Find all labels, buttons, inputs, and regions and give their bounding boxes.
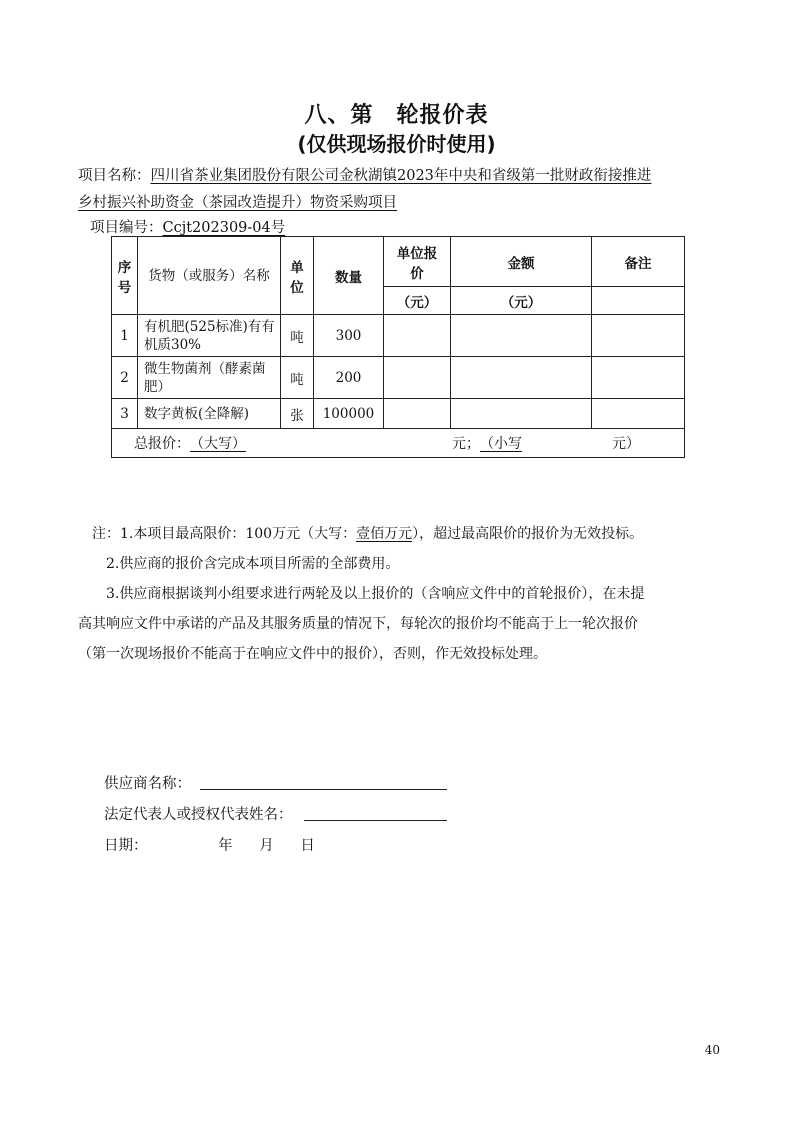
project-number: [90, 216, 285, 237]
table-row: [112, 315, 685, 357]
total-lower-field[interactable]: （小写: [480, 436, 522, 452]
header-unit-price-sub: （元）: [384, 287, 451, 315]
total-row: [112, 429, 685, 458]
note-2: 2.供应商的报价含完成本项目所需的全部费用。: [106, 556, 400, 572]
header-remark-sub: [592, 287, 685, 315]
note-1: [92, 523, 643, 543]
note-3-cont-2: （第一次现场报价不能高于在响应文件中的报价），否则，作无效投标处理。: [78, 646, 547, 662]
date-day: 日: [300, 838, 315, 854]
row-remark: [592, 399, 685, 429]
supplier-name-field[interactable]: [200, 789, 447, 790]
representative-name-field[interactable]: [304, 820, 447, 821]
header-qty: 数量: [314, 237, 384, 315]
note-3: 3.供应商根据谈判小组要求进行两轮及以上报价的（含响应文件中的首轮报价），在未提: [106, 586, 645, 602]
total-upper-field[interactable]: （大写）: [190, 436, 246, 452]
note-1-prefix: 注：1.本项目最高限价：100万元（大写：: [92, 526, 357, 542]
supplier-name-label: 供应商名称：: [104, 776, 191, 792]
row-amount: [451, 357, 592, 399]
header-amount-sub: （元）: [451, 287, 592, 315]
header-item: 货物（或服务）名称: [138, 237, 281, 315]
page-number: 40: [704, 1043, 720, 1057]
table-row: [112, 357, 685, 399]
project-name-value-1: 四川省茶业集团股份有限公司金秋湖镇2023年中央和省级第一批财政衔接推进: [150, 168, 652, 184]
header-unit: 单位: [281, 237, 314, 315]
row-seq: 1: [112, 315, 138, 357]
header-row: [112, 237, 685, 287]
row-unit: 吨: [281, 315, 314, 357]
header-seq: 序号: [112, 237, 138, 315]
project-number-label: 项目编号：: [90, 220, 163, 236]
row-item: 微生物菌剂（酵素菌肥）: [138, 357, 281, 399]
date-row: [104, 834, 315, 855]
row-amount: [451, 399, 592, 429]
quote-table: [111, 236, 685, 458]
row-unit-price: [384, 399, 451, 429]
row-qty: 100000: [314, 399, 384, 429]
row-unit: 吨: [281, 357, 314, 399]
page-subtitle: (仅供现场报价时使用): [297, 132, 496, 156]
date-year: 年: [218, 838, 233, 854]
total-yuan-1: 元；: [452, 436, 480, 452]
header-amount: 金额: [451, 237, 592, 287]
row-item: 有机肥(525标准)有有机质30%: [138, 315, 281, 357]
date-month: 月: [259, 838, 274, 854]
table-row: [112, 399, 685, 429]
note-1-suffix: ），超过最高限价的报价为无效投标。: [412, 526, 644, 542]
row-seq: 3: [112, 399, 138, 429]
page-title: 八、第 轮报价表: [304, 103, 489, 128]
total-cell: [112, 429, 685, 458]
project-name-value-2: 乡村振兴补助资金（茶园改造提升）物资采购项目: [78, 195, 397, 211]
header-unit-price: 单位报价: [384, 237, 451, 287]
row-amount: [451, 315, 592, 357]
total-label: 总报价：: [134, 436, 190, 452]
row-qty: 300: [314, 315, 384, 357]
note-1-upper: 壹佰万元: [356, 526, 413, 542]
total-yuan-2: 元）: [612, 436, 640, 452]
row-seq: 2: [112, 357, 138, 399]
row-unit: 张: [281, 399, 314, 429]
project-name-line-1: [78, 164, 651, 185]
project-number-value: Ccjt202309-04号: [162, 220, 286, 236]
project-name-line-2: [78, 191, 397, 212]
row-remark: [592, 315, 685, 357]
row-qty: 200: [314, 357, 384, 399]
note-3-cont-1: 高其响应文件中承诺的产品及其服务质量的情况下，每轮次的报价均不能高于上一轮次报价: [78, 616, 638, 632]
row-unit-price: [384, 357, 451, 399]
row-item: 数字黄板(全降解): [138, 399, 281, 429]
date-label: 日期：: [104, 838, 148, 854]
row-unit-price: [384, 315, 451, 357]
representative-label: 法定代表人或授权代表姓名：: [104, 807, 293, 823]
project-name-label: 项目名称：: [78, 168, 151, 184]
row-remark: [592, 357, 685, 399]
header-remark: 备注: [592, 237, 685, 287]
